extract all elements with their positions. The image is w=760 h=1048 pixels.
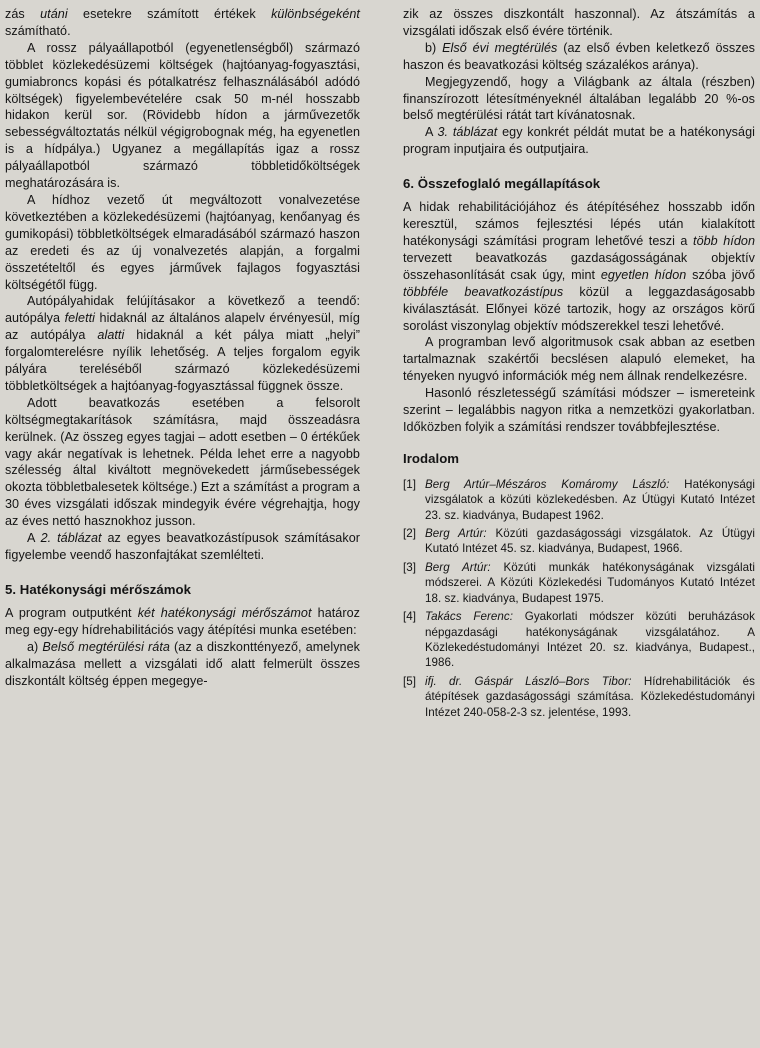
reference-number: [4]	[403, 610, 417, 624]
paragraph: A hídhoz vezető út megváltozott vonalvezetése következtében a közlekedésüzemi (hajtóanyag, kenőanyag és gumikopási) többletköltségek elmaradásából származó haszon az eredeti és az új vonalvezetés alapján, a forgalmi összetételtől és egyes járművek fajlagos fogyasztási költségétől függ.	[5, 192, 360, 292]
paragraph: A 2. táblázat az egyes beavatkozástípusok számításakor figyelembe veendő haszonfajtákat szemlélteti.	[5, 531, 361, 562]
reference-number: [5]	[403, 674, 417, 688]
emphasis: Belső megtérülési ráta	[42, 639, 170, 654]
reference-text: Berg Artúr: Közúti gazdaságossági vizsgálatok. Az Útügyi Kutató Intézet 45. sz. kiadványa, Budapest, 1966.	[425, 527, 755, 556]
section-heading-6: 6. Összefoglaló megállapítások	[403, 176, 601, 192]
emphasis: ifj. dr. Gáspár László–Bors Tibor:	[425, 674, 632, 688]
emphasis: különbségeként	[271, 7, 360, 21]
reference-number: [2]	[403, 527, 417, 541]
emphasis: több hídon	[693, 233, 756, 248]
left-column	[5, 6, 360, 689]
paragraph: A hidak rehabilitációjához és átépítéséhez hosszabb időn keresztül, számos fejlesztési lépés után kialakított hatékonysági számítási program lehetővé teszi a több hídon tervezett beavatkozás gazdaságosságának objektív összehasonlítását csak úgy, mint egyetlen hídon szóba jövő többféle beavatkozástípus közül a leggazdaságosabb kiválasztását. Előnyei közé tartozik, hogy az országos körű sorolást viszonylag objektív módszerekkel teszi lehetővé.	[403, 200, 756, 333]
emphasis: Berg Artúr–Mészáros Komáromy László:	[425, 477, 670, 491]
reference-item	[403, 560, 755, 606]
emphasis: alatti	[97, 328, 125, 343]
paragraph: A rossz pályaállapotból (egyenetlenségből) származó többlet közlekedésüzemi költségek (hajtóanyag-fogyasztási, gumiabroncs kopási és pótalkatrész felhasználásából adódó költségek) figyelembevételére csak 50 m-nél hosszabb hidakon kerül sor. (Rövidebb hídon a járművezetők sebességváltoztatás nélkül végigrobognak még, ha egyenetlen is a hídpálya.) Ugyanez a megállapítás igaz a rossz pályaállapotból származó többletidőköltségek meghatározására is.	[5, 40, 360, 191]
reference-text: Berg Artúr: Közúti munkák hatékonyságának vizsgálati módszerei. A Közúti Közlekedési Tudományos Kutató Intézet 18. sz. kiadványa, Budapest 1975.	[425, 560, 755, 605]
emphasis: egyetlen hídon	[600, 267, 687, 282]
emphasis: többféle beavatkozástípus	[403, 284, 564, 299]
paragraph: A 3. táblázat egy konkrét példát mutat be a hatékonysági program inputjaira és outputjaira.	[403, 125, 755, 157]
emphasis: Berg Artúr:	[425, 527, 487, 541]
paragraph-item-a: a) Belső megtérülési ráta (az a diszkonttényező, amelynek alkalmazása mellett a vizsgálati idő alatt felmerült összes diszkontált költség éppen megegye-	[5, 639, 360, 688]
paragraph: zás utáni esetekre számított értékek különbségeként számítható.	[5, 7, 360, 38]
emphasis: feletti	[64, 311, 96, 326]
references-heading: Irodalom	[403, 450, 460, 466]
reference-number: [1]	[403, 477, 417, 491]
emphasis: 2. táblázat	[40, 531, 102, 546]
paragraph-item-b: b) Első évi megtérülés (az első évben keletkező összes haszon és beavatkozási költség százalékos aránya).	[403, 40, 755, 72]
paragraph: Megjegyzendő, hogy a Világbank az általa (részben) finanszírozott létesítményeknél általában legalább 20 %-os belső megtérülési rátát tart kívánatosnak.	[403, 74, 755, 123]
emphasis: két hatékonysági mérőszámot	[137, 605, 312, 620]
paragraph: A programban levő algoritmusok csak abban az esetben tartalmaznak szakértői becslésen alapuló elemeket, ha tényeken nyugvó információk még nem állnak rendelkezésre.	[403, 335, 755, 384]
paragraph: Adott beavatkozás esetében a felsorolt költségmegtakarítások számításra, majd összeadásra kerülnek. (Az összeg egyes tagjai – adott esetben – 0 értékűek vagy akár negatívak is lehetnek. Példa lehet erre a nagyobb szélesség által kiváltott megnövekedett járműsebességek okozta többletbalesetek költsége.) Ezt a számítást a program a 30 éves vizsgálati időszak mindegyik évére végrehajtja, hogy az éves nettó hasznokhoz jusson.	[5, 395, 360, 529]
paragraph: Hasonló részletességű számítási módszer – ismereteink szerint – legalábbis nagyon ritka a nemzetközi gyakorlatban. Időközben folyik a számítási rendszer továbbfejlesztése.	[403, 386, 755, 434]
emphasis: Takács Ferenc:	[425, 610, 514, 624]
section-heading-5: 5. Hatékonysági mérőszámok	[5, 581, 192, 597]
reference-item	[403, 526, 755, 557]
reference-text: Takács Ferenc: Gyakorlati módszer közúti beruházások népgazdasági hatékonyságának vizsgálatához. A Közlekedéstudományi Intézet 20. sz. kiadványa, Budapest., 1986.	[425, 610, 756, 670]
paragraph: A program outputként két hatékonysági mérőszámot határoz meg egy-egy hídrehabilitációs vagy átépítési munka esetében:	[5, 605, 360, 637]
paragraph: Autópályahidak felújításakor a következő a teendő: autópálya feletti hidaknál az általános alapelv érvényesül, míg az autópálya alatti hidaknál a két pálya miatt „helyi” forgalomterelésre nyílik lehetőség. A teljes forgalom egyik pályára tereléséből származó közlekedésüzemi többletköltségek a hajtóanyag-fogyasztással függnek össze.	[5, 294, 360, 393]
reference-number: [3]	[403, 560, 417, 574]
reference-text: ifj. dr. Gáspár László–Bors Tibor: Hídrehabilitációk és átépítések gazdaságossági számítása. Közlekedéstudományi Intézet 240-058-2-3 sz. jelentése, 1993.	[425, 674, 755, 719]
reference-text: Berg Artúr–Mészáros Komáromy László: Hatékonysági vizsgálatok a közúti közlekedésben. Az Útügyi Kutató Intézet 23. sz. kiadványa, Budapest 1962.	[425, 477, 755, 522]
right-column	[403, 6, 755, 723]
reference-list	[403, 477, 755, 720]
reference-item	[403, 609, 755, 671]
emphasis: utáni	[40, 7, 68, 21]
emphasis: 3. táblázat	[437, 125, 498, 140]
paragraph: zik az összes diszkontált haszonnal). Az átszámítás a vizsgálati időszak első évére történik.	[403, 7, 755, 38]
emphasis: Első évi megtérülés	[442, 40, 558, 55]
emphasis: Berg Artúr:	[425, 560, 491, 574]
reference-item	[403, 674, 755, 720]
reference-item	[403, 477, 755, 523]
